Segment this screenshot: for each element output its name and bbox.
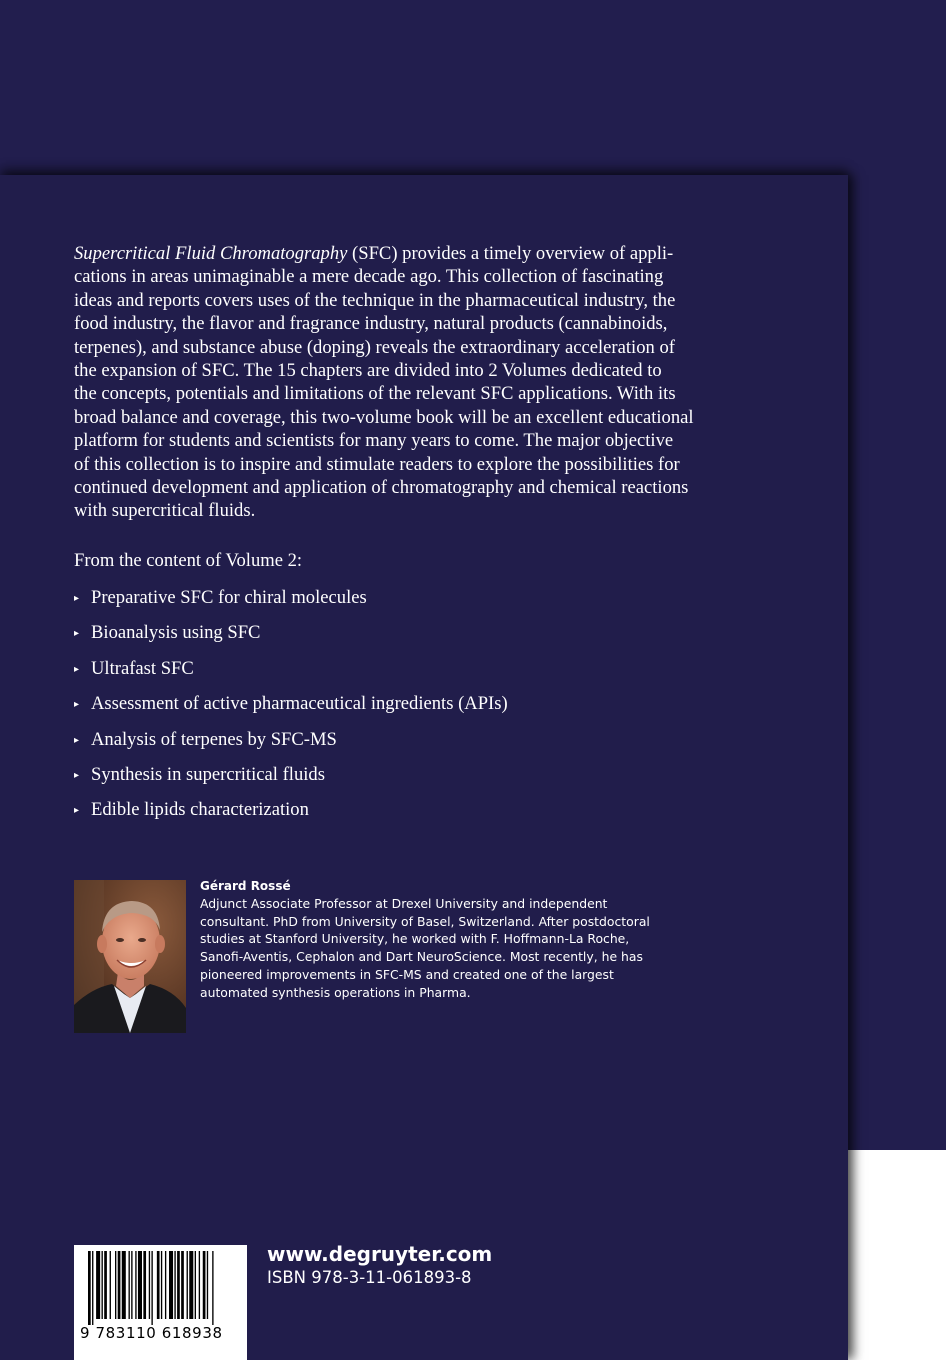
isbn-barcode [74, 1245, 247, 1360]
list-item-label: Bioanalysis using SFC [91, 622, 261, 644]
book-description [74, 242, 774, 523]
background-corner [848, 1150, 946, 1360]
author-bio-line: Sanofi-Aventis, Cephalon and Dart NeuroScience. Most recently, he has [200, 949, 643, 965]
list-item [74, 655, 508, 690]
triangle-bullet-icon: ▸ [74, 734, 80, 746]
barcode-bar [129, 1251, 130, 1319]
barcode-bar [115, 1251, 116, 1319]
author-bio-line: Adjunct Associate Professor at Drexel University and independent [200, 896, 608, 911]
barcode-digits: 9 783110 618938 [80, 1324, 223, 1342]
description-line: cations in areas unimaginable a mere decade ago. This collection of fascinating [74, 266, 664, 288]
list-item-label: Synthesis in supercritical fluids [91, 763, 325, 785]
list-item [74, 619, 508, 654]
list-item [74, 584, 508, 619]
contents-heading: From the content of Volume 2: [74, 550, 303, 571]
list-item-label: Analysis of terpenes by SFC-MS [91, 728, 337, 750]
barcode-bar [177, 1251, 180, 1319]
author-bio-line: studies at Stanford University, he worked with F. Hoffmann-La Roche, [200, 931, 630, 947]
publisher-website-link[interactable]: www.degruyter.com [267, 1242, 493, 1266]
barcode-bar [131, 1251, 132, 1319]
book-title-italic: Supercritical Fluid Chromatography [74, 243, 348, 264]
barcode-bar [138, 1251, 142, 1319]
list-item [74, 690, 508, 725]
barcode-bar [189, 1251, 193, 1319]
triangle-bullet-icon: ▸ [74, 699, 80, 711]
list-item [74, 726, 508, 761]
barcode-bar [207, 1251, 208, 1319]
list-item-label: Preparative SFC for chiral molecules [91, 587, 367, 608]
barcode-bar [181, 1251, 184, 1319]
barcode-bar [165, 1251, 166, 1319]
description-line: broad balance and coverage, this two-volume book will be an excellent educational [74, 406, 694, 428]
author-bio-line: consultant. PhD from University of Basel, Switzerland. After postdoctoral [200, 913, 650, 929]
description-line: continued development and application of chromatography and chemical reactions [74, 477, 689, 499]
triangle-bullet-icon: ▸ [74, 628, 80, 640]
author-portrait-image [74, 880, 186, 1033]
isbn-number: ISBN 978-3-11-061893-8 [267, 1268, 472, 1287]
description-line: terpenes), and substance abuse (doping) reveals the extraordinary acceleration of [74, 336, 675, 358]
description-line: the concepts, potentials and limitations of the relevant SFC applications. With its [74, 383, 676, 405]
description-line: of this collection is to inspire and stimulate readers to explore the possibilities for [74, 453, 680, 475]
barcode-bar [212, 1251, 213, 1325]
barcode-bar [149, 1251, 150, 1319]
author-bio-line: pioneered improvements in SFC-MS and created one of the largest [200, 966, 614, 982]
barcode-bar [102, 1251, 103, 1319]
barcode-bar [151, 1251, 152, 1325]
list-item-label: Edible lipids characterization [91, 799, 309, 821]
barcode-bar [96, 1251, 100, 1319]
barcode-bar [174, 1251, 175, 1319]
description-line: food industry, the flavor and fragrance industry, natural products (cannabinoids, [74, 313, 668, 335]
triangle-bullet-icon: ▸ [74, 593, 80, 604]
barcode-bar [195, 1251, 196, 1319]
barcode-bar [118, 1251, 121, 1319]
description-line: with supercritical fluids. [74, 500, 256, 522]
barcode-bar [104, 1251, 107, 1319]
barcode-bar [88, 1251, 91, 1325]
barcode-bar [161, 1251, 162, 1319]
triangle-bullet-icon: ▸ [74, 769, 80, 781]
list-item [74, 761, 508, 796]
list-item-label: Assessment of active pharmaceutical ingredients (APIs) [91, 693, 508, 715]
triangle-bullet-icon: ▸ [74, 663, 80, 675]
description-line-1: Supercritical Fluid Chromatography (SFC) provides a timely overview of appli- [74, 243, 674, 264]
barcode-bar [135, 1251, 136, 1319]
barcode-bar [110, 1251, 111, 1319]
author-bio [200, 895, 650, 1001]
author-bio-line: automated synthesis operations in Pharma. [200, 984, 471, 1000]
list-item-label: Ultrafast SFC [91, 657, 194, 679]
list-item [74, 796, 508, 831]
barcode-bar [92, 1251, 93, 1325]
description-line: ideas and reports covers uses of the technique in the pharmaceutical industry, the [74, 289, 676, 311]
author-name: Gérard Rossé [200, 879, 291, 893]
barcode-bar [187, 1251, 188, 1319]
barcode-bar [169, 1251, 173, 1319]
author-photo [74, 880, 186, 1033]
barcode-bar [203, 1251, 206, 1319]
contents-list [74, 584, 508, 832]
description-line: the expansion of SFC. The 15 chapters are divided into 2 Volumes dedicated to [74, 360, 662, 382]
barcode-bar [157, 1251, 160, 1319]
barcode-bar [143, 1251, 146, 1319]
description-line: platform for students and scientists for many years to come. The major objective [74, 430, 674, 452]
barcode-bar [122, 1251, 126, 1319]
barcode-bar [199, 1251, 200, 1319]
barcode-bars [74, 1245, 247, 1325]
triangle-bullet-icon: ▸ [74, 805, 80, 817]
